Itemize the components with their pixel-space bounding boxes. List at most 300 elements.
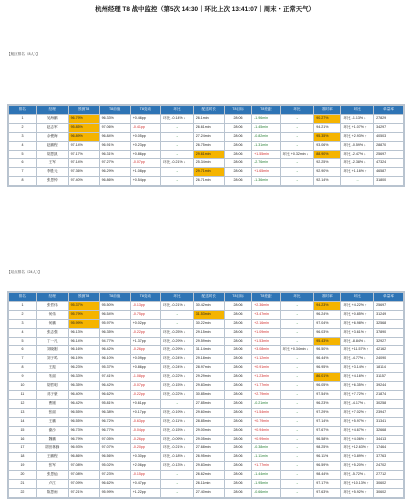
table-cell: +1.77min	[252, 462, 281, 471]
table-cell: 16	[9, 435, 37, 444]
table-row	[9, 355, 404, 364]
table-cell: 95.37%	[99, 364, 130, 373]
table-row	[9, 328, 404, 337]
table-cell: 29.15min	[193, 328, 224, 337]
table-cell: 4	[9, 141, 37, 150]
column-header: 单量率	[374, 293, 404, 302]
table-cell: +0.17pp	[130, 408, 160, 417]
table-cell: 96.13%	[68, 328, 99, 337]
table-cell: 环比 -0.24% ↓	[161, 364, 194, 373]
table-cell: +0.09pp	[130, 355, 160, 364]
table-cell: →	[280, 132, 314, 141]
table-cell: +0.23pp	[130, 141, 160, 150]
table-cell: -1.95min	[252, 480, 281, 489]
table-cell: 28:06	[224, 364, 251, 373]
table-cell: 27829	[374, 114, 404, 123]
table-cell: 40503	[374, 132, 404, 141]
table-cell: 张思钟	[36, 177, 68, 186]
table-cell: 28:06	[224, 426, 251, 435]
table-cell: -0.13pp	[130, 301, 160, 310]
table-cell: +3.47min	[252, 310, 281, 319]
table-cell: 环比 +0.85% ↑	[341, 310, 374, 319]
table-cell: 11	[9, 390, 37, 399]
table-row	[9, 390, 404, 399]
table-row	[9, 426, 404, 435]
table-cell: 95.37%	[68, 301, 99, 310]
table-cell: 96.93%	[68, 444, 99, 453]
table-cell: 28:06	[224, 382, 251, 391]
table-row	[9, 453, 404, 462]
table-cell: +2.06pp	[130, 462, 160, 471]
table-cell: 97.14%	[68, 141, 99, 150]
table-cell: -1.08pp	[130, 373, 160, 382]
table-cell: 92.90%	[314, 168, 341, 177]
column-header: 经理	[36, 106, 68, 115]
column-header: 准时率	[314, 293, 341, 302]
table-cell: 34413	[374, 435, 404, 444]
table-cell: 张丽	[36, 408, 68, 417]
table-cell: 96.55%	[68, 417, 99, 426]
table-cell: 39244	[374, 382, 404, 391]
column-header: 环比	[280, 293, 314, 302]
table-cell: -0.22pp	[130, 390, 160, 399]
table-cell: 96.62%	[99, 480, 130, 489]
table-cell: →	[280, 417, 314, 426]
section-label-station: 【站点排名（24人）】	[7, 270, 42, 274]
table-cell: 93.06%	[314, 141, 341, 150]
table-cell: →	[161, 399, 194, 408]
table-cell: 环比 +11.57% ↑	[341, 346, 374, 355]
table-cell: 95.79%	[68, 310, 99, 319]
table-cell: 刘子鸣	[36, 355, 68, 364]
table-cell: →	[280, 177, 314, 186]
table-cell: 张军	[36, 462, 68, 471]
table-cell: 环比 -0.29% ↓	[161, 337, 194, 346]
table-cell: 22	[9, 488, 37, 497]
table-cell: 42162	[374, 346, 404, 355]
table-cell: 96.42%	[68, 399, 99, 408]
table-cell: 28:06	[224, 301, 251, 310]
table-row	[9, 408, 404, 417]
table-cell: 96.55%	[68, 408, 99, 417]
table-cell: -0.20pp	[130, 444, 160, 453]
table-cell: 王鹏程	[36, 453, 68, 462]
table-cell: 刘晓刚	[36, 346, 68, 355]
table-cell: 96.38%	[99, 408, 130, 417]
table-cell: 环比 -4.77% ↓	[341, 355, 374, 364]
table-cell: 97.29%	[314, 408, 341, 417]
table-cell: +2.79min	[252, 390, 281, 399]
table-cell: →	[161, 132, 194, 141]
table-cell: 环比 -0.59% ↓	[341, 141, 374, 150]
table-cell: 94.77%	[99, 337, 130, 346]
table-cell: 96.50%	[314, 346, 341, 355]
table-cell: 胡哲明	[36, 382, 68, 391]
column-header: 配送时长	[193, 106, 224, 115]
table-cell: 环比 +4.06% ↑	[341, 435, 374, 444]
table-row	[9, 364, 404, 373]
table-cell: -0.26pp	[130, 435, 160, 444]
table-cell: 28:06	[224, 453, 251, 462]
table-cell: 97.08%	[68, 462, 99, 471]
table-cell: 28:06	[224, 346, 251, 355]
table-cell: →	[280, 462, 314, 471]
table-cell: -0.15pp	[130, 471, 160, 480]
table-cell: -0.66min	[252, 488, 281, 497]
table-cell: +1.77min	[252, 382, 281, 391]
table-cell: 97.54%	[314, 390, 341, 399]
table-cell: -0.21min	[252, 399, 281, 408]
table-cell: -2.76min	[252, 159, 281, 168]
table-row	[9, 462, 404, 471]
table-cell: +0.02pp	[130, 319, 160, 328]
table-cell: 94.21%	[314, 123, 341, 132]
table-cell: 28:06	[224, 310, 251, 319]
table-cell: →	[280, 337, 314, 346]
table-cell: -0.26pp	[130, 346, 160, 355]
table-cell: +1.08pp	[130, 168, 160, 177]
table-cell: 环比 +3.14% ↑	[341, 364, 374, 373]
table-cell: 环比 -0.25% ↓	[161, 328, 194, 337]
table-cell: 96.44%	[314, 355, 341, 364]
table-cell: 23947	[374, 408, 404, 417]
table-cell: 19	[9, 462, 37, 471]
table-cell: 27.24min	[193, 132, 224, 141]
table-cell: →	[280, 399, 314, 408]
table-cell: →	[280, 355, 314, 364]
table-cell: 29.18min	[193, 355, 224, 364]
table-cell: 4	[9, 328, 37, 337]
table-cell: →	[280, 488, 314, 497]
table-cell: 96.14%	[68, 337, 99, 346]
column-header: 预测T8	[68, 293, 99, 302]
table-cell: 24702	[374, 462, 404, 471]
table-cell: 92.14%	[314, 177, 341, 186]
table-cell: 28:06	[224, 319, 251, 328]
column-header: T8目标	[224, 293, 251, 302]
column-header: T8前值	[99, 106, 130, 115]
table-cell: 28:06	[224, 435, 251, 444]
table-cell: +1.22pp	[130, 488, 160, 497]
column-header: T8前值	[99, 293, 130, 302]
table-cell: 环比 -2.38% ↓	[341, 159, 374, 168]
table-cell: 王鹏	[36, 417, 68, 426]
table-cell: 环比 -0.15% ↓	[161, 382, 194, 391]
table-cell: 环比 -2.47% ↓	[341, 150, 374, 159]
table-cell: +0.86pp	[130, 364, 160, 373]
table-cell: 张哲伟	[36, 301, 68, 310]
table-cell: →	[280, 114, 314, 123]
table-cell: +0.46pp	[130, 114, 160, 123]
column-header: 经理	[36, 293, 68, 302]
table-cell: 胡思凯	[36, 150, 68, 159]
table-cell: 96.62%	[99, 390, 130, 399]
table-cell: 30.22min	[193, 319, 224, 328]
table-row	[9, 399, 404, 408]
table-row	[9, 141, 404, 150]
table-cell: -0.07pp	[130, 159, 160, 168]
table-row	[9, 310, 404, 319]
table-cell: 98.25%	[314, 444, 341, 453]
table-cell: 97.67%	[314, 426, 341, 435]
table-cell: 96.33%	[99, 114, 130, 123]
table-cell: 88.90%	[314, 150, 341, 159]
table-cell: 王振	[36, 364, 68, 373]
table-cell: 96.23%	[314, 399, 341, 408]
table-cell: -1.44min	[252, 471, 281, 480]
table-cell: 1	[9, 301, 37, 310]
table-cell: 余俊海	[36, 132, 68, 141]
table-cell: →	[161, 480, 194, 489]
table-cell: 环比 -5.72% ↓	[341, 471, 374, 480]
table-row	[9, 114, 404, 123]
table-cell: +1.55min	[252, 150, 281, 159]
table-cell: 32927	[374, 337, 404, 346]
table-cell: 96.03%	[314, 328, 341, 337]
table-cell: 96.31%	[99, 150, 130, 159]
table-cell: 31.53min	[193, 310, 224, 319]
table-row	[9, 168, 404, 177]
table-cell: 25.34min	[193, 159, 224, 168]
table-cell: 27.40min	[193, 488, 224, 497]
table-cell: 26.1min	[193, 114, 224, 123]
table-cell: +0.91min	[252, 364, 281, 373]
table-cell: 26.95min	[193, 453, 224, 462]
column-header: 环比	[280, 106, 314, 115]
column-header: T8变动	[130, 293, 160, 302]
table-cell: 34297	[374, 123, 404, 132]
table-cell: 朱丽	[36, 373, 68, 382]
table-cell: 26.61min	[193, 123, 224, 132]
table-cell: 吴海鹏	[36, 114, 68, 123]
table-row	[9, 132, 404, 141]
table-cell: 环比 +3.61% ↑	[341, 328, 374, 337]
table-cell: 96.95%	[314, 364, 341, 373]
table-row	[9, 337, 404, 346]
table-cell: 28:06	[224, 480, 251, 489]
table-cell: 环比 +4.22% ↑	[341, 301, 374, 310]
table-cell: 37763	[374, 453, 404, 462]
table-row	[9, 150, 404, 159]
table-cell: 32568	[374, 319, 404, 328]
table-cell: 环比 -0.29% ↓	[161, 346, 194, 355]
table-cell: 环比 -0.14% ↓	[161, 114, 194, 123]
table-cell: 97.14%	[68, 159, 99, 168]
table-cell: →	[161, 168, 194, 177]
table-cell: +1.23min	[252, 373, 281, 382]
table-cell: 46587	[374, 168, 404, 177]
table-cell: 26.71min	[193, 177, 224, 186]
table-cell: 环比 +0.34min ↓	[280, 346, 314, 355]
table-cell: 96.29%	[99, 168, 130, 177]
table-cell: →	[161, 471, 194, 480]
table-cell: 95.02%	[99, 462, 130, 471]
table-cell: 28:06	[224, 141, 251, 150]
table-cell: -0.82min	[252, 132, 281, 141]
table-cell: 28.85min	[193, 417, 224, 426]
table-cell: 97.21%	[68, 488, 99, 497]
table-cell: 环比 +7.72% ↑	[341, 390, 374, 399]
table-cell: 何鹏	[36, 319, 68, 328]
table-cell: 28:06	[224, 150, 251, 159]
table-cell: 环比 -4.17% ↓	[341, 399, 374, 408]
table-cell: 97.36%	[68, 168, 99, 177]
table-cell: 47324	[374, 159, 404, 168]
table-cell: 环比 +1.07% ↑	[341, 123, 374, 132]
table-row	[9, 417, 404, 426]
table-cell: 20	[9, 471, 37, 480]
table-cell: →	[161, 150, 194, 159]
table-cell: 96.73%	[68, 426, 99, 435]
table-cell: 97.14%	[314, 417, 341, 426]
station-ranking-table	[7, 291, 405, 499]
table-cell: →	[280, 168, 314, 177]
table-cell: 环比 +5.92% ↑	[341, 488, 374, 497]
table-cell: 29.60min	[193, 408, 224, 417]
table-cell: 96.79%	[68, 435, 99, 444]
table-cell: 26.62min	[193, 471, 224, 480]
table-cell: 29.83min	[193, 382, 224, 391]
table-cell: →	[280, 408, 314, 417]
table-cell: 96.10%	[99, 355, 130, 364]
table-cell: 96.84%	[99, 132, 130, 141]
table-cell: →	[280, 382, 314, 391]
table-cell: 张志强	[36, 328, 68, 337]
table-cell: 曹刚	[36, 399, 68, 408]
table-cell: 96.42%	[99, 382, 130, 391]
table-cell: 28:06	[224, 159, 251, 168]
table-cell: 环比 +1.16% ↑	[341, 168, 374, 177]
table-cell: 96.35%	[68, 382, 99, 391]
table-cell: 97.07%	[99, 444, 130, 453]
table-cell: 李胜元	[36, 168, 68, 177]
table-cell: 29.59min	[193, 337, 224, 346]
column-header: 环比	[161, 293, 194, 302]
table-cell: 3	[9, 319, 37, 328]
table-cell: →	[161, 488, 194, 497]
table-cell: 92.25%	[314, 159, 341, 168]
table-cell: →	[280, 471, 314, 480]
table-cell: 环比 -0.18% ↓	[161, 453, 194, 462]
table-cell: 32668	[374, 426, 404, 435]
table-cell: 95.81%	[99, 399, 130, 408]
table-cell: 环比 +0.32min ↓	[280, 150, 314, 159]
table-cell: 96.05%	[314, 382, 341, 391]
table-cell: -0.41pp	[130, 123, 160, 132]
table-cell: +1.12min	[252, 355, 281, 364]
table-cell: 环比 +4.16% ↑	[341, 373, 374, 382]
table-row	[9, 346, 404, 355]
table-cell: +0.61pp	[130, 399, 160, 408]
table-cell: 14	[9, 417, 37, 426]
table-row	[9, 488, 404, 497]
table-cell: 31157	[374, 373, 404, 382]
table-cell: 96.77%	[99, 426, 130, 435]
table-cell: 17464	[374, 444, 404, 453]
table-row	[9, 159, 404, 168]
table-cell: 95.35%	[314, 132, 341, 141]
table-cell: 环比 +7.02% ↑	[341, 408, 374, 417]
table-cell: 29.71min	[193, 168, 224, 177]
table-cell: →	[280, 444, 314, 453]
table-cell: 90.27%	[314, 114, 341, 123]
table-cell: 24090	[374, 355, 404, 364]
table-row	[9, 471, 404, 480]
table-cell: 29.00min	[193, 426, 224, 435]
table-cell: 28:06	[224, 462, 251, 471]
table-row	[9, 382, 404, 391]
table-cell: 丁一凡	[36, 337, 68, 346]
column-header: 准时率	[314, 106, 341, 115]
table-cell: 10	[9, 382, 37, 391]
table-cell: →	[280, 123, 314, 132]
table-cell: +2.36min	[252, 301, 281, 310]
table-cell: 28:06	[224, 132, 251, 141]
table-row	[9, 301, 404, 310]
table-cell: 29.29min	[193, 373, 224, 382]
table-cell: 环比 -0.15% ↓	[161, 426, 194, 435]
table-cell: 28870	[374, 141, 404, 150]
column-header: 环比	[341, 293, 374, 302]
table-cell: 95.50%	[99, 301, 130, 310]
table-cell: 94.23%	[314, 301, 341, 310]
table-cell: 17	[9, 444, 37, 453]
table-cell: 29.61min	[193, 150, 224, 159]
table-cell: 96.35%	[99, 328, 130, 337]
table-cell: -0.22pp	[130, 328, 160, 337]
table-cell: 28:06	[224, 399, 251, 408]
table-cell: →	[280, 364, 314, 373]
table-cell: →	[161, 319, 194, 328]
table-cell: →	[280, 426, 314, 435]
column-header: T8差距	[252, 106, 281, 115]
table-cell: 环比 +4.67% ↑	[341, 426, 374, 435]
table-cell: 25697	[374, 301, 404, 310]
table-cell: 1	[9, 114, 37, 123]
table-cell: 97.63%	[314, 488, 341, 497]
table-cell: →	[280, 141, 314, 150]
column-header: T8变动	[130, 106, 160, 115]
table-cell: 6	[9, 159, 37, 168]
column-header: 环比	[341, 106, 374, 115]
table-cell: 96.23%	[68, 364, 99, 373]
table-cell: 97.17%	[68, 150, 99, 159]
table-cell: 95.85%	[68, 123, 99, 132]
table-cell: 96.33%	[68, 373, 99, 382]
table-cell: 96.89%	[68, 132, 99, 141]
table-cell: 环比 +3.89% ↑	[341, 453, 374, 462]
table-cell: 陈思雨	[36, 488, 68, 497]
table-cell: 96.79%	[68, 114, 99, 123]
table-cell: -1.45min	[252, 123, 281, 132]
table-cell: 环比 -0.19% ↓	[161, 408, 194, 417]
table-cell: 96.19%	[68, 355, 99, 364]
table-cell: →	[280, 373, 314, 382]
region-ranking-table	[7, 104, 405, 187]
table-cell: 环比 -0.21% ↓	[161, 301, 194, 310]
column-header: 配送时长	[193, 293, 224, 302]
table-cell: 王军	[36, 159, 68, 168]
table-cell: 28:06	[224, 408, 251, 417]
table-cell: 97.17%	[314, 480, 341, 489]
table-cell: 96.72%	[99, 417, 130, 426]
column-header: T8目标	[224, 106, 251, 115]
table-cell: 26.75min	[193, 141, 224, 150]
table-cell: 5	[9, 337, 37, 346]
table-cell: 95.97%	[99, 319, 130, 328]
table-cell: 15	[9, 426, 37, 435]
table-cell: 30602	[374, 480, 404, 489]
